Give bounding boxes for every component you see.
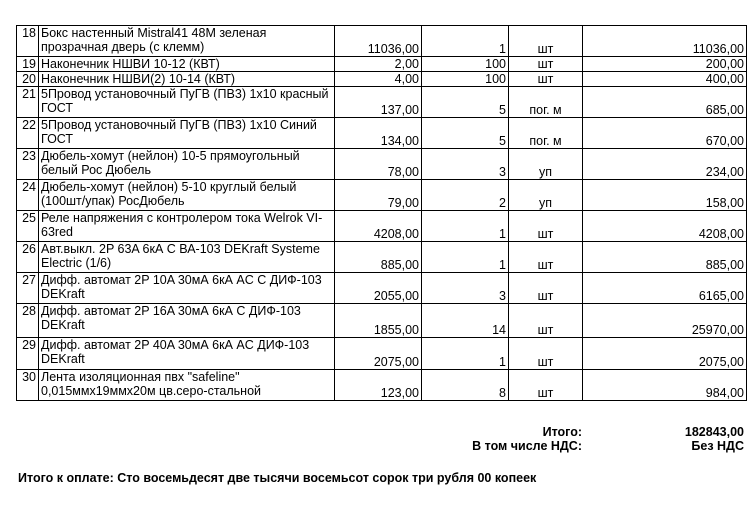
item-sum: 2075,00 [583,338,747,370]
item-price: 4,00 [335,72,422,87]
row-number: 30 [17,370,39,401]
item-sum: 25970,00 [583,304,747,338]
table-row [17,57,747,72]
row-number: 22 [17,118,39,149]
table-row [17,370,747,401]
item-unit: шт [509,242,583,273]
item-sum: 200,00 [583,57,747,72]
item-price: 137,00 [335,87,422,118]
row-number: 23 [17,149,39,180]
item-price: 79,00 [335,180,422,211]
table-row [17,211,747,242]
row-number: 21 [17,87,39,118]
items-table [16,25,747,401]
item-price: 885,00 [335,242,422,273]
row-number: 18 [17,26,39,57]
item-name: Авт.выкл. 2P 63A 6кА C ВА-103 DEKraft Systeme Electric (1/6) [39,242,335,273]
row-number: 20 [17,72,39,87]
total-label: Итого: [542,425,582,439]
item-quantity: 1 [422,211,509,242]
item-name: Бокс настенный Mistral41 48М зеленая прозрачная дверь (с клемм) [39,26,335,57]
item-sum: 234,00 [583,149,747,180]
totals-block [16,425,746,453]
item-unit: шт [509,57,583,72]
item-name: Дифф. автомат 2P 40A 30мА 6кА AC ДИФ-103 DEKraft [39,338,335,370]
item-quantity: 1 [422,242,509,273]
table-row [17,273,747,304]
vat-label: В том числе НДС: [472,439,582,453]
item-unit: пог. м [509,118,583,149]
vat-value: Без НДС [691,439,744,453]
item-unit: шт [509,370,583,401]
item-quantity: 5 [422,118,509,149]
row-number: 19 [17,57,39,72]
row-number: 24 [17,180,39,211]
table-row [17,26,747,57]
item-unit: шт [509,26,583,57]
item-name: Дюбель-хомут (нейлон) 10-5 прямоугольный белый Рос Дюбель [39,149,335,180]
row-number: 27 [17,273,39,304]
table-row [17,338,747,370]
row-number: 26 [17,242,39,273]
table-row [17,180,747,211]
table-row [17,87,747,118]
total-value: 182843,00 [684,425,744,439]
table-row [17,304,747,338]
item-name: Дифф. автомат 2P 16A 30мА 6кА С ДИФ-103 DEKraft [39,304,335,338]
item-sum: 6165,00 [583,273,747,304]
item-sum: 670,00 [583,118,747,149]
amount-in-words: Итого к оплате: Сто восемьдесят две тысячи восемьсот сорок три рубля 00 копеек [18,471,537,485]
item-price: 2,00 [335,57,422,72]
item-name: Дифф. автомат 2P 10A 30мА 6кА AC С ДИФ-103 DEKraft [39,273,335,304]
item-price: 123,00 [335,370,422,401]
item-quantity: 2 [422,180,509,211]
item-name: Дюбель-хомут (нейлон) 5-10 круглый белый (100шт/упак) РосДюбель [39,180,335,211]
item-sum: 400,00 [583,72,747,87]
item-unit: шт [509,304,583,338]
row-number: 29 [17,338,39,370]
item-quantity: 3 [422,273,509,304]
table-row [17,72,747,87]
item-name: Наконечник НШВИ 10-12 (КВТ) [39,57,335,72]
item-unit: шт [509,211,583,242]
row-number: 25 [17,211,39,242]
items-table-body [17,26,747,401]
item-name: Реле напряжения с контролером тока Welrok VI-63red [39,211,335,242]
item-sum: 685,00 [583,87,747,118]
item-name: 5Провод установочный ПуГВ (ПВ3) 1х10 Синий ГОСТ [39,118,335,149]
item-price: 2075,00 [335,338,422,370]
item-price: 4208,00 [335,211,422,242]
item-quantity: 14 [422,304,509,338]
vat-row [16,439,746,453]
item-sum: 158,00 [583,180,747,211]
item-sum: 984,00 [583,370,747,401]
item-sum: 885,00 [583,242,747,273]
row-number: 28 [17,304,39,338]
table-row [17,149,747,180]
item-unit: уп [509,180,583,211]
item-price: 78,00 [335,149,422,180]
item-price: 1855,00 [335,304,422,338]
item-price: 11036,00 [335,26,422,57]
item-sum: 11036,00 [583,26,747,57]
item-unit: пог. м [509,87,583,118]
item-unit: уп [509,149,583,180]
item-sum: 4208,00 [583,211,747,242]
item-quantity: 1 [422,26,509,57]
table-row [17,242,747,273]
item-quantity: 100 [422,72,509,87]
item-unit: шт [509,338,583,370]
item-price: 134,00 [335,118,422,149]
item-unit: шт [509,72,583,87]
item-unit: шт [509,273,583,304]
item-name: 5Провод установочный ПуГВ (ПВ3) 1х10 красный ГОСТ [39,87,335,118]
item-quantity: 5 [422,87,509,118]
item-price: 2055,00 [335,273,422,304]
item-quantity: 1 [422,338,509,370]
item-name: Наконечник НШВИ(2) 10-14 (КВТ) [39,72,335,87]
item-name: Лента изоляционная пвх "safeline" 0,015ммх19ммх20м цв.серо-стальной [39,370,335,401]
total-row [16,425,746,439]
table-row [17,118,747,149]
item-quantity: 100 [422,57,509,72]
item-quantity: 8 [422,370,509,401]
item-quantity: 3 [422,149,509,180]
